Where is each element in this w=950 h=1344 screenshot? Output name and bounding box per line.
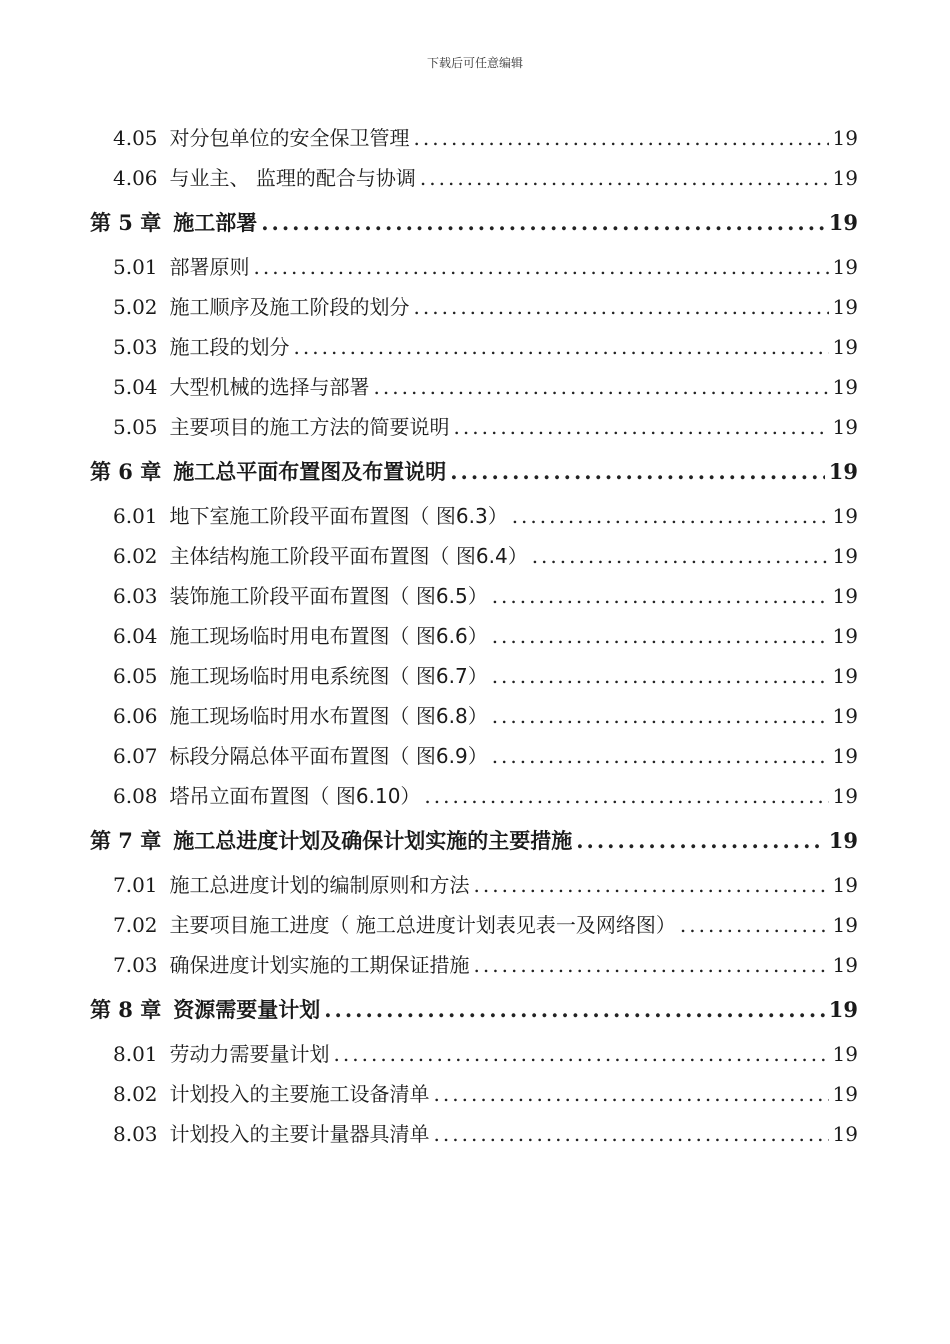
toc-section-entry[interactable] <box>0 865 950 905</box>
toc-section-entry[interactable] <box>0 776 950 816</box>
dot-leader <box>532 536 829 576</box>
toc-section-entry[interactable] <box>0 696 950 736</box>
toc-entry-number: 7.01 <box>113 873 158 897</box>
toc-entry-number: 7.02 <box>113 913 158 937</box>
toc-page-number: 19 <box>832 664 858 688</box>
dot-leader <box>474 945 829 985</box>
toc-page-number: 19 <box>832 784 858 808</box>
toc-entry-number: 5.04 <box>113 375 158 399</box>
toc-entry-number: 6.07 <box>113 744 158 768</box>
dot-leader <box>492 696 829 736</box>
toc-entry-title: 主要项目施工进度（ 施工总进度计划表见表一及网络图） <box>169 913 676 937</box>
toc-page-number: 19 <box>832 504 858 528</box>
toc-entry-number: 5.05 <box>113 415 158 439</box>
toc-page-number: 19 <box>828 828 858 853</box>
toc-section-entry[interactable] <box>0 496 950 536</box>
toc-page-number: 19 <box>832 375 858 399</box>
toc-entry-number: 6.05 <box>113 664 158 688</box>
toc-page-number: 19 <box>832 544 858 568</box>
toc-section-entry[interactable] <box>0 1034 950 1074</box>
dot-leader <box>474 865 829 905</box>
toc-entry-number: 4.06 <box>113 166 158 190</box>
toc-page-number: 19 <box>832 624 858 648</box>
toc-entry-title: 施工总进度计划及确保计划实施的主要措施 <box>173 829 573 853</box>
dot-leader <box>576 816 825 865</box>
toc-entry-number: 5.03 <box>113 335 158 359</box>
toc-page-number: 19 <box>832 704 858 728</box>
toc-page-number: 19 <box>832 255 858 279</box>
toc-section-entry[interactable] <box>0 1114 950 1154</box>
toc-page-number: 19 <box>832 744 858 768</box>
toc-entry-title: 地下室施工阶段平面布置图（ 图6.3） <box>169 504 508 528</box>
dot-leader <box>254 247 829 287</box>
dot-leader <box>492 736 829 776</box>
toc-entry-title: 计划投入的主要计量器具清单 <box>169 1122 430 1146</box>
toc-entry-title: 与业主、 监理的配合与协调 <box>169 166 416 190</box>
toc-entry-number: 6.02 <box>113 544 158 568</box>
toc-page-number: 19 <box>832 126 858 150</box>
toc-entry-title: 装饰施工阶段平面布置图（ 图6.5） <box>169 584 488 608</box>
toc-page-number: 19 <box>832 913 858 937</box>
toc-section-entry[interactable] <box>0 247 950 287</box>
toc-section-entry[interactable] <box>0 576 950 616</box>
toc-entry-title: 计划投入的主要施工设备清单 <box>169 1082 430 1106</box>
dot-leader <box>261 198 825 247</box>
dot-leader <box>324 985 825 1034</box>
dot-leader <box>680 905 829 945</box>
toc-page-number: 19 <box>832 873 858 897</box>
toc-entry-number: 第 6 章 <box>90 459 162 484</box>
toc-section-entry[interactable] <box>0 945 950 985</box>
toc-chapter-entry[interactable] <box>0 447 950 496</box>
toc-section-entry[interactable] <box>0 287 950 327</box>
toc-entry-title: 施工总进度计划的编制原则和方法 <box>169 873 470 897</box>
toc-entry-number: 8.01 <box>113 1042 158 1066</box>
toc-entry-number: 5.02 <box>113 295 158 319</box>
toc-page-number: 19 <box>832 415 858 439</box>
toc-entry-number: 6.03 <box>113 584 158 608</box>
toc-entry-title: 施工现场临时用水布置图（ 图6.8） <box>169 704 488 728</box>
dot-leader <box>420 158 829 198</box>
toc-page-number: 19 <box>832 166 858 190</box>
toc-page-number: 19 <box>828 210 858 235</box>
toc-page-number: 19 <box>832 953 858 977</box>
toc-entry-title: 对分包单位的安全保卫管理 <box>169 126 410 150</box>
table-of-contents <box>0 118 950 1154</box>
toc-entry-title: 标段分隔总体平面布置图（ 图6.9） <box>169 744 488 768</box>
toc-entry-number: 6.06 <box>113 704 158 728</box>
toc-entry-title: 部署原则 <box>169 255 250 279</box>
dot-leader <box>492 616 829 656</box>
toc-section-entry[interactable] <box>0 407 950 447</box>
dot-leader <box>492 576 829 616</box>
dot-leader <box>434 1114 829 1154</box>
toc-entry-number: 8.03 <box>113 1122 158 1146</box>
dot-leader <box>294 327 829 367</box>
toc-entry-number: 6.04 <box>113 624 158 648</box>
toc-entry-title: 确保进度计划实施的工期保证措施 <box>169 953 470 977</box>
toc-page-number: 19 <box>832 295 858 319</box>
toc-entry-number: 第 8 章 <box>90 997 162 1022</box>
toc-entry-title: 大型机械的选择与部署 <box>169 375 370 399</box>
dot-leader <box>414 118 829 158</box>
toc-section-entry[interactable] <box>0 367 950 407</box>
toc-entry-title: 施工段的划分 <box>169 335 290 359</box>
toc-entry-title: 劳动力需要量计划 <box>169 1042 330 1066</box>
toc-chapter-entry[interactable] <box>0 985 950 1034</box>
toc-entry-title: 施工现场临时用电布置图（ 图6.6） <box>169 624 488 648</box>
toc-section-entry[interactable] <box>0 1074 950 1114</box>
toc-section-entry[interactable] <box>0 158 950 198</box>
toc-entry-number: 6.08 <box>113 784 158 808</box>
dot-leader <box>454 407 829 447</box>
toc-page-number: 19 <box>832 335 858 359</box>
toc-section-entry[interactable] <box>0 118 950 158</box>
toc-entry-number: 6.01 <box>113 504 158 528</box>
dot-leader <box>450 447 825 496</box>
toc-section-entry[interactable] <box>0 905 950 945</box>
toc-entry-number: 7.03 <box>113 953 158 977</box>
toc-entry-number: 8.02 <box>113 1082 158 1106</box>
toc-entry-number: 第 5 章 <box>90 210 162 235</box>
toc-entry-number: 第 7 章 <box>90 828 162 853</box>
toc-section-entry[interactable] <box>0 736 950 776</box>
dot-leader <box>512 496 829 536</box>
toc-entry-title: 资源需要量计划 <box>173 998 321 1022</box>
toc-chapter-entry[interactable] <box>0 198 950 247</box>
toc-entry-title: 施工总平面布置图及布置说明 <box>173 460 447 484</box>
dot-leader <box>334 1034 829 1074</box>
toc-entry-title: 施工现场临时用电系统图（ 图6.7） <box>169 664 488 688</box>
toc-section-entry[interactable] <box>0 536 950 576</box>
toc-page-number: 19 <box>832 1122 858 1146</box>
toc-page-number: 19 <box>832 584 858 608</box>
dot-leader <box>434 1074 829 1114</box>
toc-section-entry[interactable] <box>0 656 950 696</box>
toc-entry-title: 塔吊立面布置图（ 图6.10） <box>169 784 421 808</box>
toc-page-number: 19 <box>828 459 858 484</box>
toc-entry-number: 4.05 <box>113 126 158 150</box>
dot-leader <box>424 776 828 816</box>
toc-section-entry[interactable] <box>0 616 950 656</box>
toc-entry-title: 主要项目的施工方法的简要说明 <box>169 415 450 439</box>
page-header: 下载后可任意编辑 <box>426 56 523 70</box>
toc-section-entry[interactable] <box>0 327 950 367</box>
toc-chapter-entry[interactable] <box>0 816 950 865</box>
toc-page-number: 19 <box>832 1082 858 1106</box>
toc-entry-title: 施工顺序及施工阶段的划分 <box>169 295 410 319</box>
dot-leader <box>492 656 829 696</box>
dot-leader <box>414 287 829 327</box>
toc-page-number: 19 <box>832 1042 858 1066</box>
dot-leader <box>374 367 829 407</box>
toc-entry-title: 施工部署 <box>173 211 258 235</box>
toc-entry-number: 5.01 <box>113 255 158 279</box>
toc-page-number: 19 <box>828 997 858 1022</box>
toc-entry-title: 主体结构施工阶段平面布置图（ 图6.4） <box>169 544 528 568</box>
